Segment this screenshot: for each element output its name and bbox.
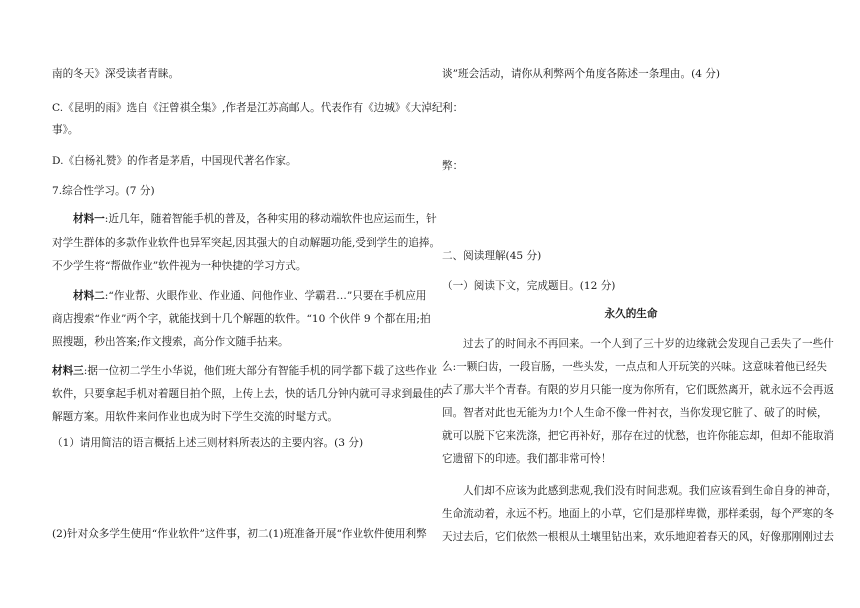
- material-3-text: :据一位初二学生小华说，他们班大部分有智能手机的同学都下载了这些作业: [83, 365, 437, 377]
- material-3-line: [52, 364, 437, 378]
- material-1-line: 对学生群体的多款作业软件也异军突起,因其强大的自动解题功能,受到学生的追捧。: [52, 237, 441, 249]
- material-2-line: 商店搜索“作业”两个字，就能找到十几个解题的软件。“10 个伙伴 9 个都在用;拍: [52, 313, 431, 325]
- paragraph-1-line: 就可以脱下它来洗涤，把它再补好，那存在过的忧愁，也许你能忘却，但却不能取消: [442, 430, 834, 442]
- paragraph-2-line: 人们却不应该为此感到悲观,我们没有时间悲观。我们应该看到生命自身的神奇，: [463, 485, 838, 497]
- material-2-label: 材料二: [73, 290, 105, 302]
- material-3-line: 软件，只要拿起手机对着题目拍个照，上传上去，快的话几分钟内就可寻求到最佳的: [52, 388, 444, 400]
- paragraph-2-line: 生命流动着，永远不朽。地面上的小草，它们是那样卑微，那样柔弱，每个严寒的冬: [442, 508, 834, 520]
- material-1-label: 材料一: [73, 213, 105, 225]
- material-1-line: [73, 212, 437, 226]
- question-1: （1）请用简洁的语言概括上述三则材料所表达的主要内容。(3 分): [52, 437, 364, 449]
- paragraph-1-line: 么:一颗臼齿，一段盲肠，一些头发，一点点和人开玩笑的兴味。这意味着他已经失: [442, 361, 827, 373]
- paragraph-1-line: 它遗留下的印迹。我们都非常可怜！: [442, 453, 612, 465]
- article-title: 永久的生命: [604, 308, 658, 320]
- section-1-heading: （一）阅读下文，完成题目。(12 分): [442, 280, 616, 292]
- question-7-heading: 7.综合性学习。(7 分): [52, 185, 155, 197]
- material-1-text: :近几年，随着智能手机的普及，各种实用的移动端软件也应运而生，针: [104, 213, 437, 225]
- material-2-line: [73, 289, 426, 303]
- material-2-line: 照搜题，秒出答案;作文搜索，高分作文随手拈来。: [52, 336, 289, 348]
- paragraph-1-line: 回。智者对此也无能为力!个人生命不像一件衬衣，当你发现它脏了、破了的时候，: [442, 407, 828, 419]
- option-c: C.《昆明的雨》选自《汪曾祺全集》,作者是江苏高邮人。代表作有《边城》《大淖纪: [52, 102, 443, 114]
- paragraph-1-line: 去了那大半个青春。有限的岁月只能一度为你所有，它们既然离开，就永远不会再返: [442, 384, 834, 396]
- paragraph-2-line: 天过去后，它们依然一根根从土壤里钻出来，欢乐地迎着春天的风，好像那刚刚过去: [442, 531, 834, 543]
- paragraph-1-line: 过去了的时间永不再回来。一个人到了三十岁的边缘就会发现自己丢失了一些什: [463, 338, 834, 350]
- option-d: D.《白杨礼赞》的作者是茅盾，中国现代著名作家。: [52, 155, 297, 167]
- material-3-label: 材料三: [52, 365, 84, 377]
- question-2: (2)针对众多学生使用“作业软件”这件事，初二(1)班准备开展“作业软件使用利弊: [52, 528, 427, 540]
- material-3-line: 解题方案。用软件来问作业也成为时下学生交流的时髦方式。: [52, 411, 339, 423]
- question-2-continued: 谈”班会活动，请你从利弊两个角度各陈述一条理由。(4 分): [442, 68, 721, 80]
- text-line: 南的冬天》深受读者青睐。: [52, 68, 180, 80]
- con-label: 弊：: [442, 160, 464, 172]
- right-column: [442, 0, 838, 608]
- pro-label: 利：: [442, 102, 464, 114]
- left-column: [52, 0, 444, 608]
- material-1-line: 不少学生将“帮做作业”软件视为一种快捷的学习方式。: [52, 260, 307, 272]
- section-2-heading: 二、阅读理解(45 分): [442, 250, 542, 262]
- material-2-text: :“作业帮、火眼作业、作业通、问他作业、学霸君…”只要在手机应用: [104, 290, 427, 302]
- text-line: 事》。: [52, 124, 79, 136]
